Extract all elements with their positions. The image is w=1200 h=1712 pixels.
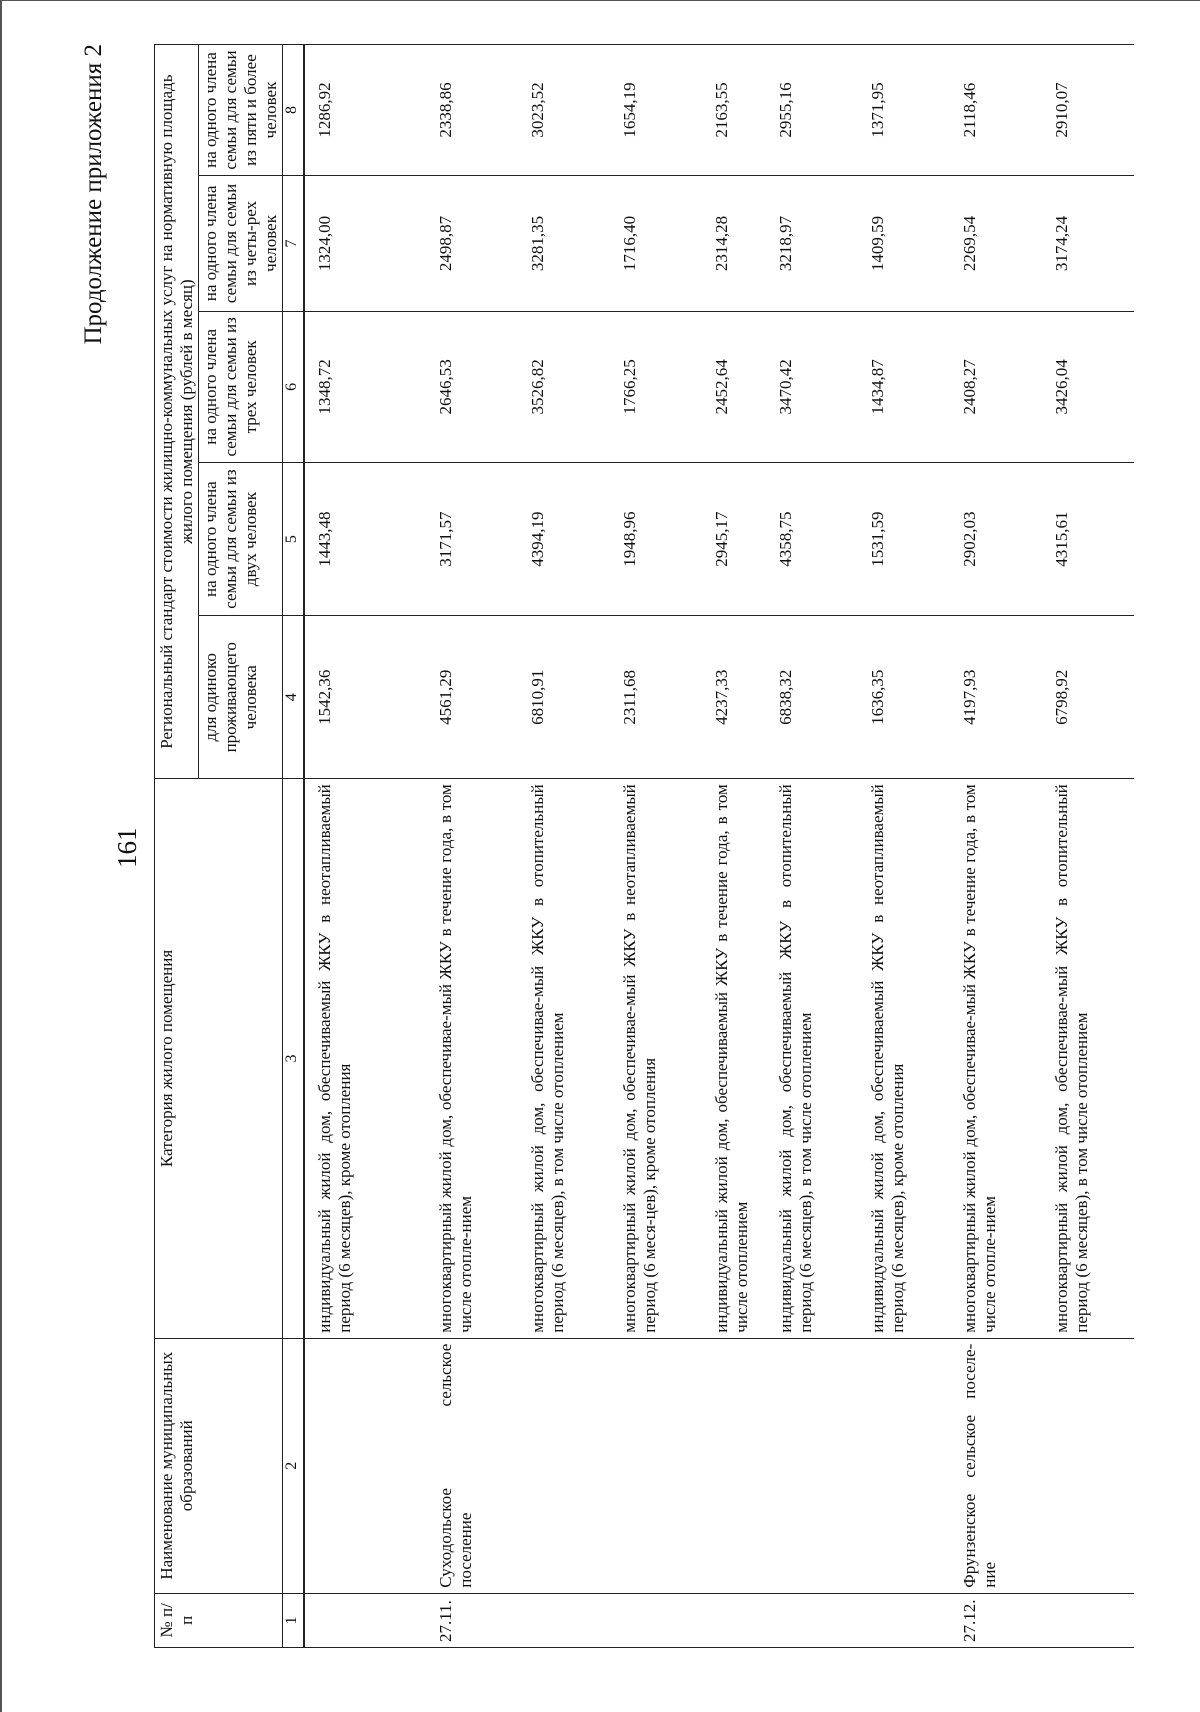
value-three: 1348,72 — [304, 311, 426, 462]
municipality-name — [610, 1338, 702, 1593]
value-two: 2902,03 — [950, 462, 1042, 615]
table-row — [1042, 45, 1134, 1648]
row-number — [766, 1593, 858, 1647]
column-number: 8 — [283, 45, 305, 176]
housing-category: индивидуальный жилой дом, обеспечиваемый ЖКУ в неотапливаемый период (6 месяцев), кроме отопления — [858, 779, 950, 1339]
page-number: 161 — [112, 827, 142, 868]
value-two: 2945,17 — [702, 462, 766, 615]
header-category: Категория жилого помещения — [155, 779, 283, 1339]
municipality-name — [858, 1338, 950, 1593]
value-single: 1542,36 — [304, 616, 426, 779]
column-number: 5 — [283, 462, 305, 615]
municipality-name — [766, 1338, 858, 1593]
municipality-name — [304, 1338, 426, 1593]
value-two: 4315,61 — [1042, 462, 1134, 615]
value-two: 1948,96 — [610, 462, 702, 615]
value-single: 1636,35 — [858, 616, 950, 779]
value-three: 3426,04 — [1042, 311, 1134, 462]
value-five-plus: 2910,07 — [1042, 45, 1134, 176]
municipality-name: Суходольское сельское поселение — [426, 1338, 518, 1593]
value-four: 2269,54 — [950, 176, 1042, 312]
value-three: 2452,64 — [702, 311, 766, 462]
row-number — [702, 1593, 766, 1647]
municipality-name — [1042, 1338, 1134, 1593]
table-row — [426, 45, 518, 1648]
row-number — [518, 1593, 610, 1647]
value-four: 1324,00 — [304, 176, 426, 312]
header-number: № п/п — [155, 1593, 283, 1647]
appendix-caption: Продолжение приложения 2 — [80, 44, 107, 345]
header-family-five-plus: на одного члена семьи для семьи из пяти и более человек — [199, 45, 283, 176]
value-four: 1409,59 — [858, 176, 950, 312]
value-four: 3174,24 — [1042, 176, 1134, 312]
housing-category: многоквартирный жилой дом, обеспечивае-мый ЖКУ в течение года, в том числе отопле-нием — [426, 779, 518, 1339]
header-family-three: на одного члена семьи для семьи из трех человек — [199, 311, 283, 462]
value-five-plus: 2163,55 — [702, 45, 766, 176]
housing-category: многоквартирный жилой дом, обеспечивае-мый ЖКУ в неотапливаемый период (6 меся-цев), кроме отопления — [610, 779, 702, 1339]
value-single: 6810,91 — [518, 616, 610, 779]
header-standard-group: Региональный стандарт стоимости жилищно-коммунальных услуг на нормативную площадь жилого помещения (рублей в месяц) — [155, 45, 199, 779]
row-number — [304, 1593, 426, 1647]
value-three: 2646,53 — [426, 311, 518, 462]
municipality-name — [518, 1338, 610, 1593]
value-four: 2498,87 — [426, 176, 518, 312]
value-single: 6798,92 — [1042, 616, 1134, 779]
column-number: 6 — [283, 311, 305, 462]
value-five-plus: 1654,19 — [610, 45, 702, 176]
housing-category: индивидуальный жилой дом, обеспечиваемый ЖКУ в неотапливаемый период (6 месяцев), кроме отопления — [304, 779, 426, 1339]
value-five-plus: 2118,46 — [950, 45, 1042, 176]
value-four: 2314,28 — [702, 176, 766, 312]
table-header — [155, 45, 305, 1648]
value-four: 3281,35 — [518, 176, 610, 312]
value-five-plus: 2955,16 — [766, 45, 858, 176]
value-two: 3171,57 — [426, 462, 518, 615]
value-four: 3218,97 — [766, 176, 858, 312]
column-number: 1 — [283, 1593, 305, 1647]
table-row — [304, 45, 426, 1648]
value-three: 3470,42 — [766, 311, 858, 462]
value-two: 4394,19 — [518, 462, 610, 615]
value-two: 1531,59 — [858, 462, 950, 615]
table-row — [610, 45, 702, 1648]
header-family-two: на одного члена семьи для семьи из двух человек — [199, 462, 283, 615]
row-number — [1042, 1593, 1134, 1647]
column-number: 4 — [283, 616, 305, 779]
column-number: 3 — [283, 779, 305, 1339]
value-single: 6838,32 — [766, 616, 858, 779]
value-single: 4561,29 — [426, 616, 518, 779]
housing-category: многоквартирный жилой дом, обеспечивае-мый ЖКУ в отопительный период (6 месяцев), в том числе отоплением — [1042, 779, 1134, 1339]
housing-category: многоквартирный жилой дом, обеспечивае-мый ЖКУ в течение года, в том числе отопле-нием — [950, 779, 1042, 1339]
value-five-plus: 1371,95 — [858, 45, 950, 176]
column-number: 2 — [283, 1338, 305, 1593]
row-number: 27.12. — [950, 1593, 1042, 1647]
value-three: 1434,87 — [858, 311, 950, 462]
column-number-row — [283, 45, 305, 1648]
header-family-four: на одного члена семьи для семьи из четы-рех человек — [199, 176, 283, 312]
value-three: 2408,27 — [950, 311, 1042, 462]
row-number: 27.11. — [426, 1593, 518, 1647]
table-row — [702, 45, 766, 1648]
value-single: 4237,33 — [702, 616, 766, 779]
value-two: 4358,75 — [766, 462, 858, 615]
value-five-plus: 2338,86 — [426, 45, 518, 176]
municipality-name: Фрунзенское сельское поселе-ние — [950, 1338, 1042, 1593]
row-number — [858, 1593, 950, 1647]
value-four: 1716,40 — [610, 176, 702, 312]
table-row — [518, 45, 610, 1648]
table-row — [950, 45, 1042, 1648]
housing-category: многоквартирный жилой дом, обеспечивае-мый ЖКУ в отопительный период (6 месяцев), в том числе отоплением — [518, 779, 610, 1339]
housing-category: индивидуальный жилой дом, обеспечиваемый ЖКУ в отопительный период (6 месяцев), в том числе отоплением — [766, 779, 858, 1339]
value-five-plus: 3023,52 — [518, 45, 610, 176]
value-five-plus: 1286,92 — [304, 45, 426, 176]
row-number — [610, 1593, 702, 1647]
table-row — [766, 45, 858, 1648]
value-single: 4197,93 — [950, 616, 1042, 779]
municipality-name — [702, 1338, 766, 1593]
table-row — [858, 45, 950, 1648]
value-single: 2311,68 — [610, 616, 702, 779]
value-three: 3526,82 — [518, 311, 610, 462]
housing-category: индивидуальный жилой дом, обеспечиваемый ЖКУ в течение года, в том числе отоплением — [702, 779, 766, 1339]
housing-cost-table — [154, 44, 1134, 1648]
header-municipality: Наименование муниципальных образований — [155, 1338, 283, 1593]
value-two: 1443,48 — [304, 462, 426, 615]
value-three: 1766,25 — [610, 311, 702, 462]
header-single-person: для одиноко проживающего человека — [199, 616, 283, 779]
table-body — [304, 45, 1134, 1648]
column-number: 7 — [283, 176, 305, 312]
